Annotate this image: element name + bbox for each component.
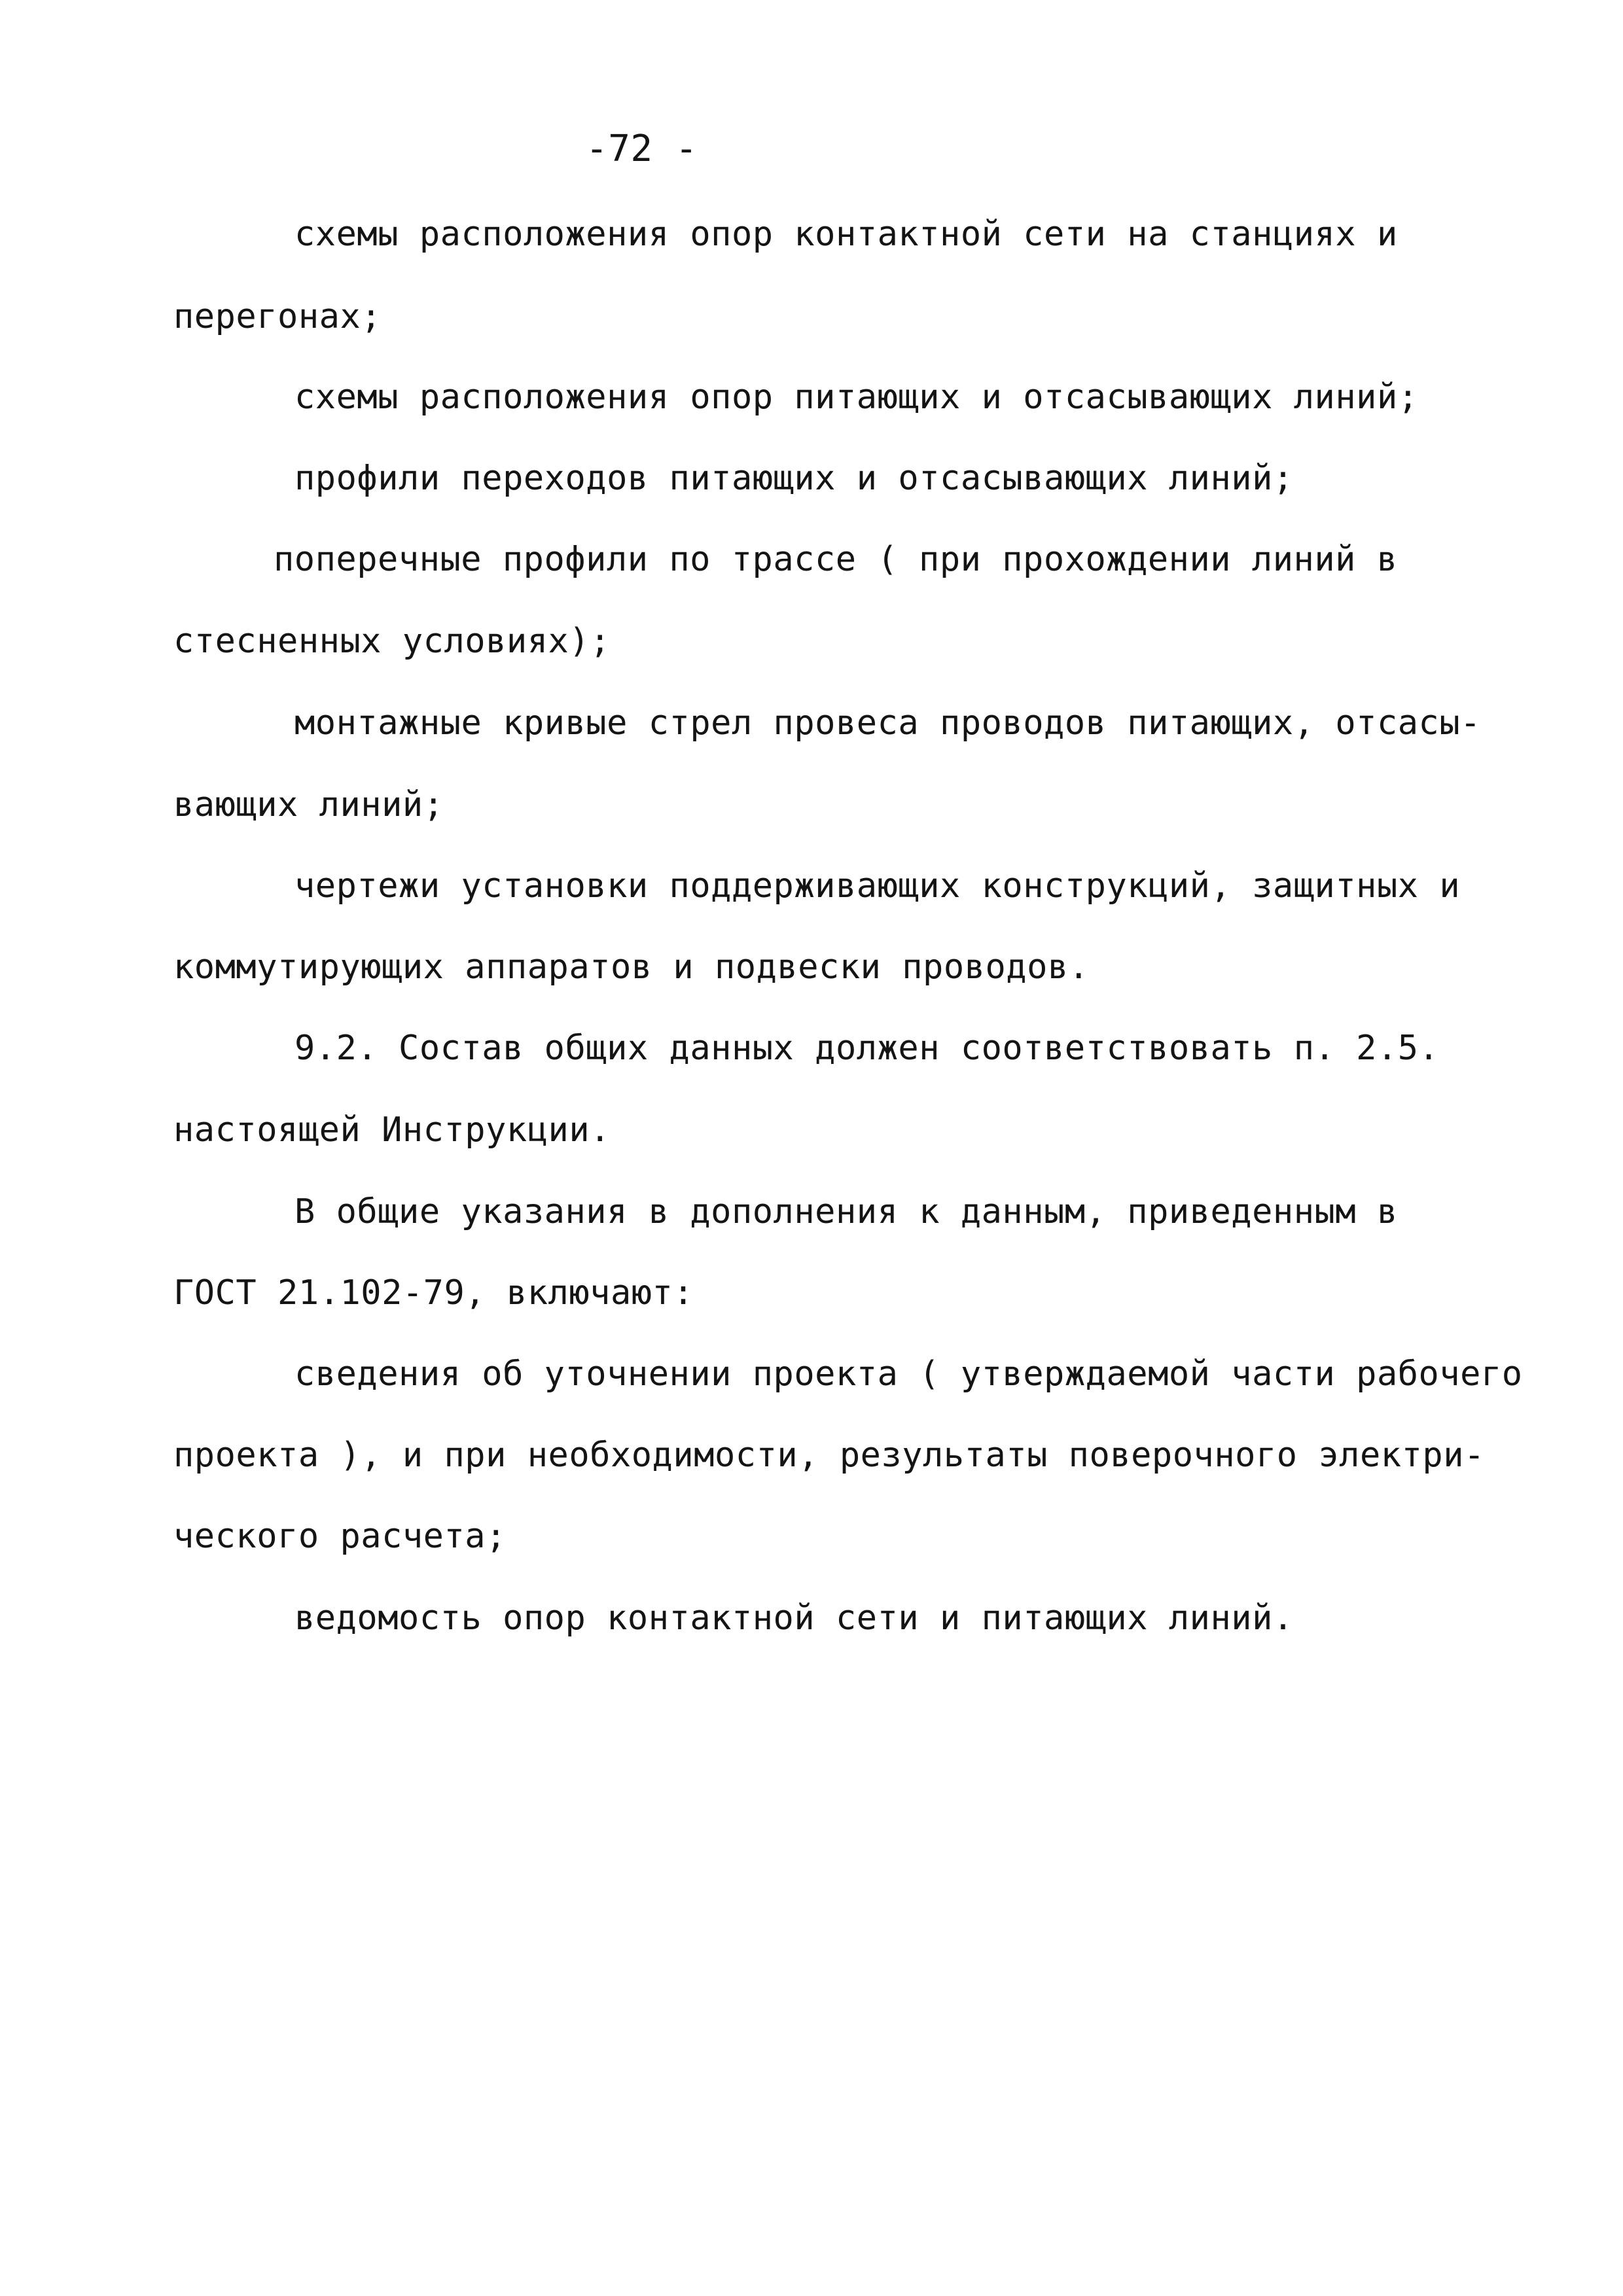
text-line: чертежи установки поддерживающих конструкций, защитных и xyxy=(294,866,1461,906)
text-line: ГОСТ 21.102-79, включают: xyxy=(173,1273,694,1313)
text-line: коммутирующих аппаратов и подвески проводов. xyxy=(173,947,1090,987)
text-line: В общие указания в дополнения к данным, приведенным в xyxy=(294,1192,1398,1231)
page-number: -72 - xyxy=(586,128,698,170)
text-line: стесненных условиях); xyxy=(173,622,611,661)
text-line: схемы расположения опор питающих и отсасывающих линий; xyxy=(294,378,1419,417)
text-line: монтажные кривые стрел провеса проводов питающих, отсасы- xyxy=(294,703,1481,743)
text-line: проекта ), и при необходимости, результаты поверочного электри- xyxy=(173,1436,1485,1475)
text-line: перегонах; xyxy=(173,297,382,336)
text-line: профили переходов питающих и отсасывающих линий; xyxy=(294,459,1294,498)
text-line: сведения об уточнении проекта ( утверждаемой части рабочего xyxy=(294,1354,1523,1394)
text-line: вающих линий; xyxy=(173,785,444,824)
text-line: ведомость опор контактной сети и питающих линий. xyxy=(294,1598,1294,1638)
text-line: схемы расположения опор контактной сети на станциях и xyxy=(294,215,1398,254)
text-line: поперечные профили по трассе ( при прохождении линий в xyxy=(274,540,1398,579)
text-line: 9.2. Состав общих данных должен соответствовать п. 2.5. xyxy=(294,1029,1440,1068)
text-line: настоящей Инструкции. xyxy=(173,1110,611,1150)
text-line: ческого расчета; xyxy=(173,1517,507,1556)
